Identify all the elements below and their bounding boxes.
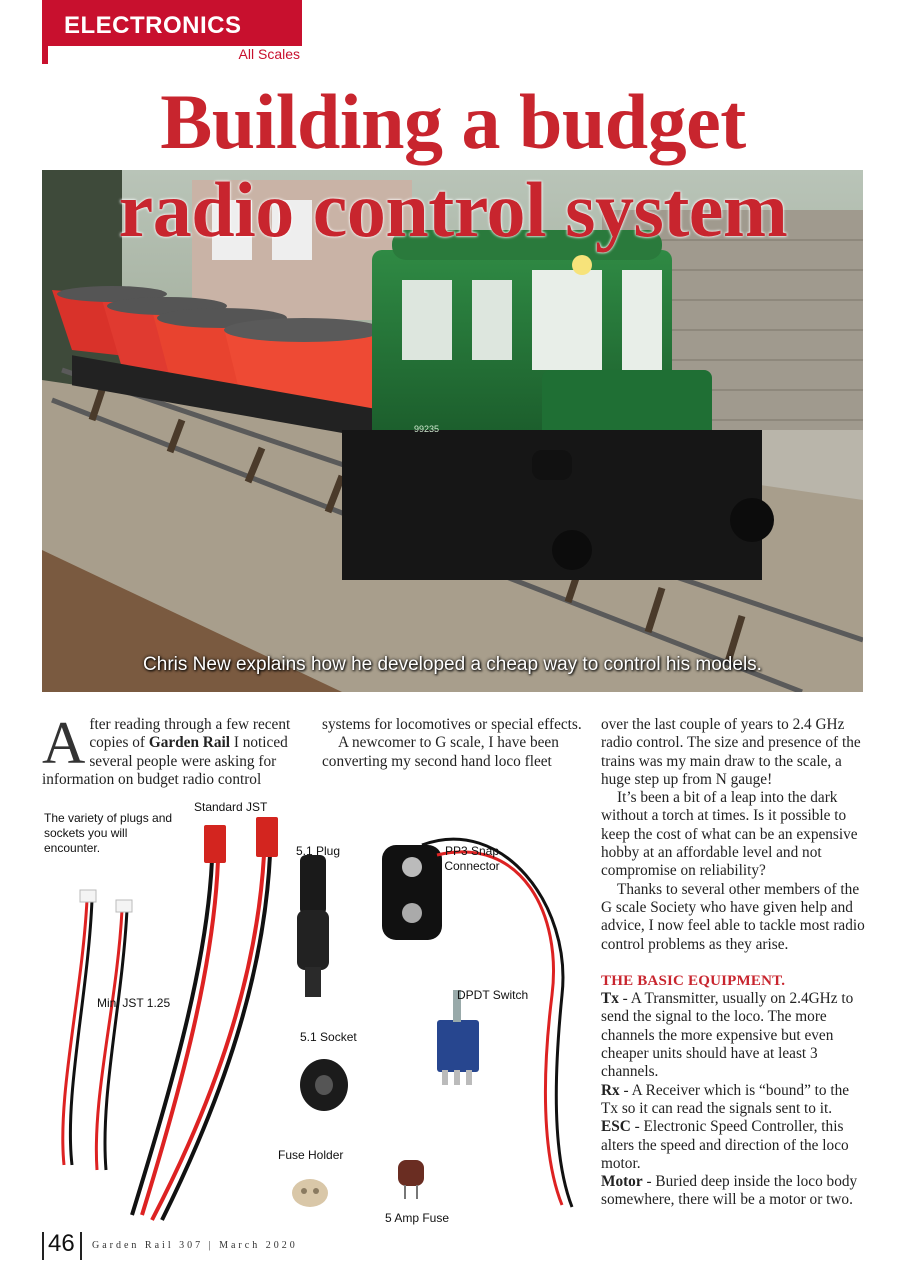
- section-tag: [42, 0, 302, 64]
- equipment-heading: THE BASIC EQUIPMENT.: [601, 972, 786, 989]
- connectors-illustration: [42, 795, 592, 1230]
- label-51-plug: 5.1 Plug: [296, 844, 341, 858]
- equipment-item-tx: [601, 990, 867, 1081]
- label-pp3-connector: PP3 Snap Connector: [444, 844, 500, 873]
- section-subtitle: All Scales: [238, 46, 300, 62]
- term-esc: ESC: [601, 1118, 631, 1136]
- connectors-figure: [42, 795, 592, 1230]
- hero-caption: Chris New explains how he developed a cheap way to control his models.: [143, 654, 762, 675]
- desc-rx: - A Receiver which is “bound” to the Tx so it can read the signals sent to it.: [601, 1081, 850, 1117]
- label-fuse-holder: Fuse Holder: [278, 1148, 344, 1162]
- label-standard-jst: Standard JST: [194, 800, 268, 814]
- third-column: [601, 716, 867, 1210]
- section-title: ELECTRONICS: [64, 12, 242, 39]
- label-dpdt-switch: DPDT Switch: [457, 988, 529, 1002]
- footer-magazine-info: Garden Rail 307 | March 2020: [92, 1240, 298, 1251]
- desc-motor: - Buried deep inside the loco body somewhere, there will be a motor or two.: [601, 1173, 858, 1209]
- loco-number: 99235: [414, 424, 440, 434]
- label-mini-jst: Mini JST 1.25: [97, 996, 171, 1010]
- headline: [0, 78, 906, 254]
- equipment-item-rx: [601, 1082, 867, 1119]
- intro-column: [42, 710, 304, 789]
- intro-text-end: I noticed several people were asking for information on budget radio control: [42, 734, 288, 788]
- col3-paragraph-2: It’s been a bit of a leap into the dark without a torch at times. Is it possible to keep the cost of what can be an expensive hobby at an affordable level and not compromise on reliability?: [601, 789, 858, 880]
- label-51-socket: 5.1 Socket: [300, 1030, 357, 1044]
- term-motor: Motor: [601, 1173, 643, 1191]
- footer-divider-right: [80, 1232, 82, 1260]
- equipment-item-motor: [601, 1173, 867, 1210]
- col2-paragraph-1: systems for locomotives or special effects.: [322, 716, 582, 733]
- term-tx: Tx: [601, 990, 619, 1008]
- label-5-amp-fuse: 5 Amp Fuse: [385, 1211, 450, 1225]
- col3-paragraph-1: over the last couple of years to 2.4 GHz radio control. The size and presence of the trains was my main draw to the scale, a huge step up from N gauge!: [601, 716, 861, 788]
- col2-paragraph-2: A newcomer to G scale, I have been converting my second hand loco fleet: [322, 734, 559, 770]
- desc-esc: - Electronic Speed Controller, this alters the speed and direction of the loco motor.: [601, 1118, 849, 1172]
- intro-text-start: fter reading through a few recent copies of: [89, 716, 291, 752]
- headline-line-1: Building a budget: [160, 78, 746, 165]
- col3-paragraph-3: Thanks to several other members of the G scale Society who have given help and advice, I now feel able to tackle most radio control problems as they arise.: [601, 880, 865, 953]
- drop-cap: A: [42, 710, 86, 776]
- page-number: 46: [48, 1230, 75, 1257]
- desc-tx: - A Transmitter, usually on 2.4GHz to send the signal to the loco. The more channels the more expensive but even cheaper units should have at least 3 channels.: [601, 990, 854, 1081]
- figure-caption: The variety of plugs and sockets you will encounter.: [44, 811, 173, 855]
- equipment-item-esc: [601, 1118, 867, 1173]
- headline-line-2: radio control system: [118, 166, 788, 253]
- second-column: [322, 716, 584, 771]
- magazine-name: Garden Rail: [148, 734, 230, 752]
- term-rx: Rx: [601, 1081, 620, 1099]
- footer-divider-left: [42, 1232, 44, 1260]
- intro-paragraph: [42, 710, 304, 789]
